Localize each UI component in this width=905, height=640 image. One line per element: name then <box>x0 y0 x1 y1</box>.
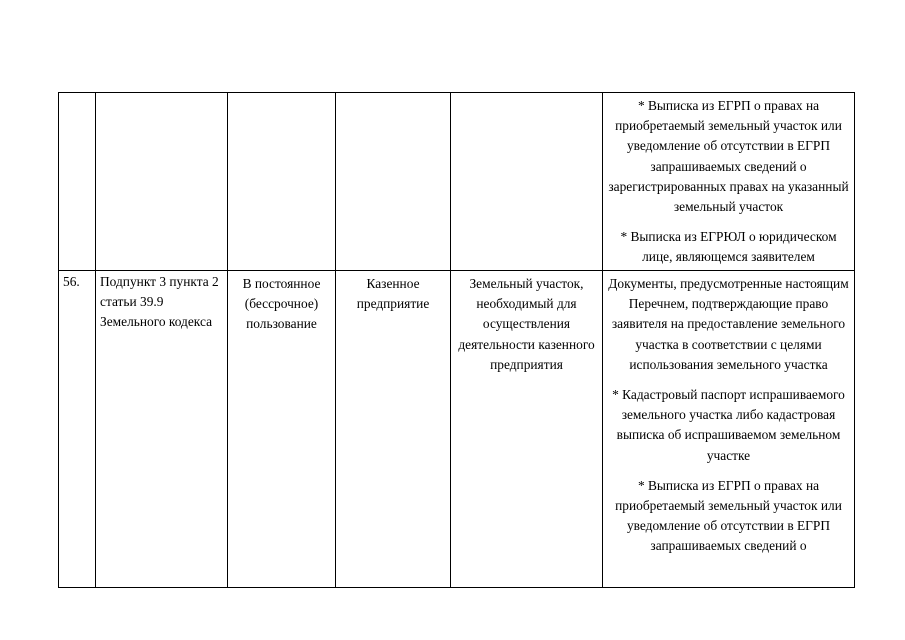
cell-number: 56. <box>59 271 96 588</box>
table-row-56 <box>59 271 855 588</box>
land-purpose-text: Земельный участок, необходимый для осуществления деятельности казенного предприятия <box>458 276 595 372</box>
document-item: Документы, предусмотренные настоящим Перечнем, подтверждающие право заявителя на предоставление земельного участка в соответствии с целями использования земельного участка <box>608 276 849 372</box>
document-item: * Кадастровый паспорт испрашиваемого земельного участка либо кадастровая выписка об испрашиваемом земельном участке <box>612 387 845 463</box>
cell-applicant-empty <box>336 93 451 271</box>
applicant-text: Казенное предприятие <box>356 276 430 312</box>
cell-land-purpose-empty <box>451 93 603 271</box>
cell-basis-empty <box>96 93 228 271</box>
document-item: * Выписка из ЕГРЮЛ о юридическом лице, являющемся заявителем <box>620 229 837 265</box>
table-row-continued <box>59 93 855 271</box>
cell-land-purpose <box>451 271 603 588</box>
document-item: * Выписка из ЕГРП о правах на приобретаемый земельный участок или уведомление об отсутствии в ЕГРП запрашиваемых сведений о <box>615 477 842 554</box>
cell-basis: Подпункт 3 пункта 2 статьи 39.9 Земельного кодекса <box>96 271 228 588</box>
cell-documents-continued <box>603 93 855 271</box>
cell-number-empty <box>59 93 96 271</box>
cell-applicant <box>336 271 451 588</box>
document-table <box>58 92 855 588</box>
cell-right-type-empty <box>228 93 336 271</box>
cell-documents <box>603 271 855 588</box>
cell-right-type <box>228 271 336 588</box>
document-item: * Выписка из ЕГРП о правах на приобретаемый земельный участок или уведомление об отсутствии в ЕГРП запрашиваемых сведений о зарегистрированных правах на указанный земельный участок <box>608 98 849 215</box>
right-type-text: В постоянное (бессрочное) пользование <box>242 276 321 332</box>
